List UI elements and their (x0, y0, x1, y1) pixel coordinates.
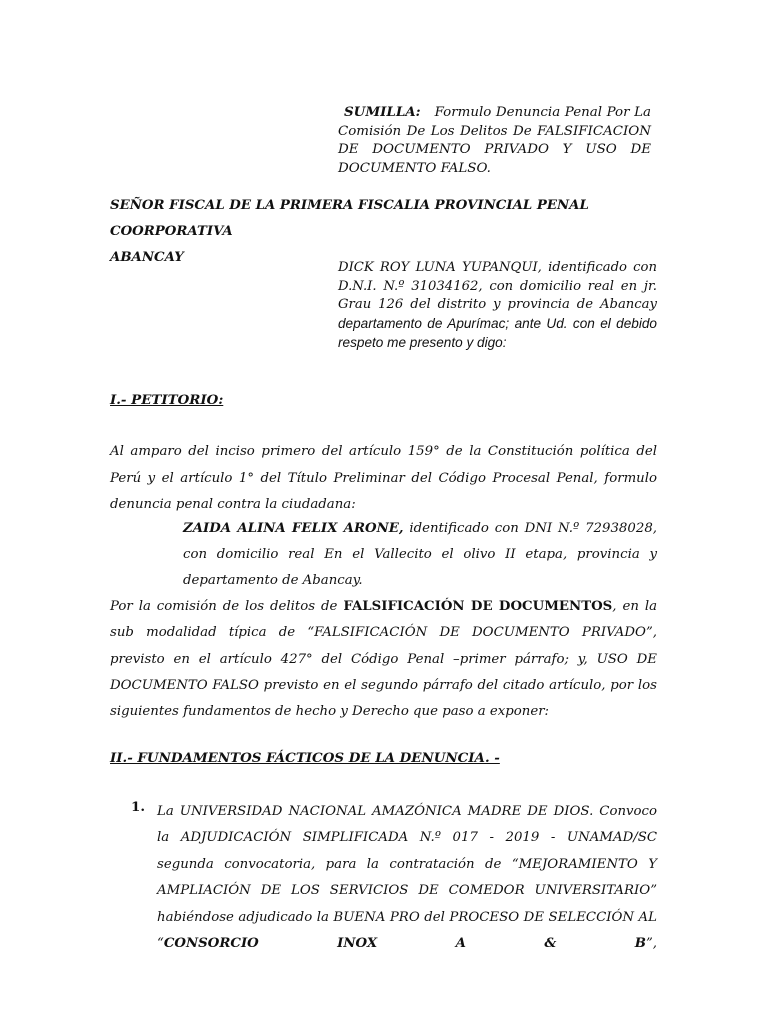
identification-text-1: DICK ROY LUNA YUPANQUI, identificado con D.N.I. N.º 31034162, con domicilio real en jr. Grau 126 del distrito y provincia de Abancay (338, 260, 657, 313)
accused-name: ZAIDA ALINA FELIX ARONE, (183, 521, 404, 536)
sumilla-text: Formulo Denuncia Penal Por La Comisión De Los Delitos De FALSIFICACION DE DOCUMENTO PRIVADO Y USO DE DOCUMENTO FALSO. (338, 105, 651, 177)
petitorio-intro: Al amparo del inciso primero del artículo 159° de la Constitución política del Perú y el artículo 1° del Título Preliminar del Código Procesal Penal, formulo denuncia penal contra la ciudadana: (110, 444, 657, 512)
addressee-line-2: ABANCAY (110, 250, 184, 265)
item-1-bold: CONSORCIO INOX A & B (163, 936, 646, 952)
item-1-body: La UNIVERSIDAD NACIONAL AMAZÓNICA MADRE DE DIOS. Convoco la ADJUDICACIÓN SIMPLIFICADA N.º 017 - 2019 - UNAMAD/SC segunda convocatoria, para la contratación de “MEJORAMIENTO Y AMPLIACIÓN DE LOS SERVICIOS DE COMEDOR UNIVERSITARIO” habiéndose adjudicado la BUENA PRO del PROCESO DE SELECCIÓN AL “ (157, 804, 657, 952)
petitorio-body (110, 594, 657, 725)
petitorio-body-post: , en la sub modalidad típica de “FALSIFICACIÓN DE DOCUMENTO PRIVADO”, previsto en el artículo 427° del Código Penal –primer párrafo; y, USO DE DOCUMENTO FALSO previsto en el segundo párrafo del citado artículo, por los siguientes fundamentos de hecho y Derecho que paso a exponer: (110, 599, 657, 720)
identification-text-2: departamento de Apurímac; ante Ud. con el debido respeto me presento y digo: (338, 315, 657, 351)
item-1-text (157, 799, 657, 957)
item-number: 1. (131, 799, 145, 815)
addressee-line-1: SEÑOR FISCAL DE LA PRIMERA FISCALIA PROVINCIAL PENAL COORPORATIVA (110, 198, 589, 239)
sumilla-block (338, 103, 651, 179)
section-title-petitorio: I.- PETITORIO: (110, 392, 224, 408)
section-title-fundamentos: II.- FUNDAMENTOS FÁCTICOS DE LA DENUNCIA. - (110, 750, 500, 766)
petitorio-crime: FALSIFICACIÓN DE DOCUMENTOS (343, 599, 613, 614)
accused-block (183, 516, 657, 595)
petitorio-body-pre: Por la comisión de los delitos de (110, 599, 344, 614)
sumilla-label: SUMILLA: (344, 104, 421, 120)
accused-details: identificado con DNI N.º 72938028, con domicilio real En el Vallecito el olivo II etapa, provincia y departamento de Abancay. (183, 521, 658, 589)
identification-block (338, 259, 657, 354)
item-1-tail: ”, (645, 936, 657, 952)
